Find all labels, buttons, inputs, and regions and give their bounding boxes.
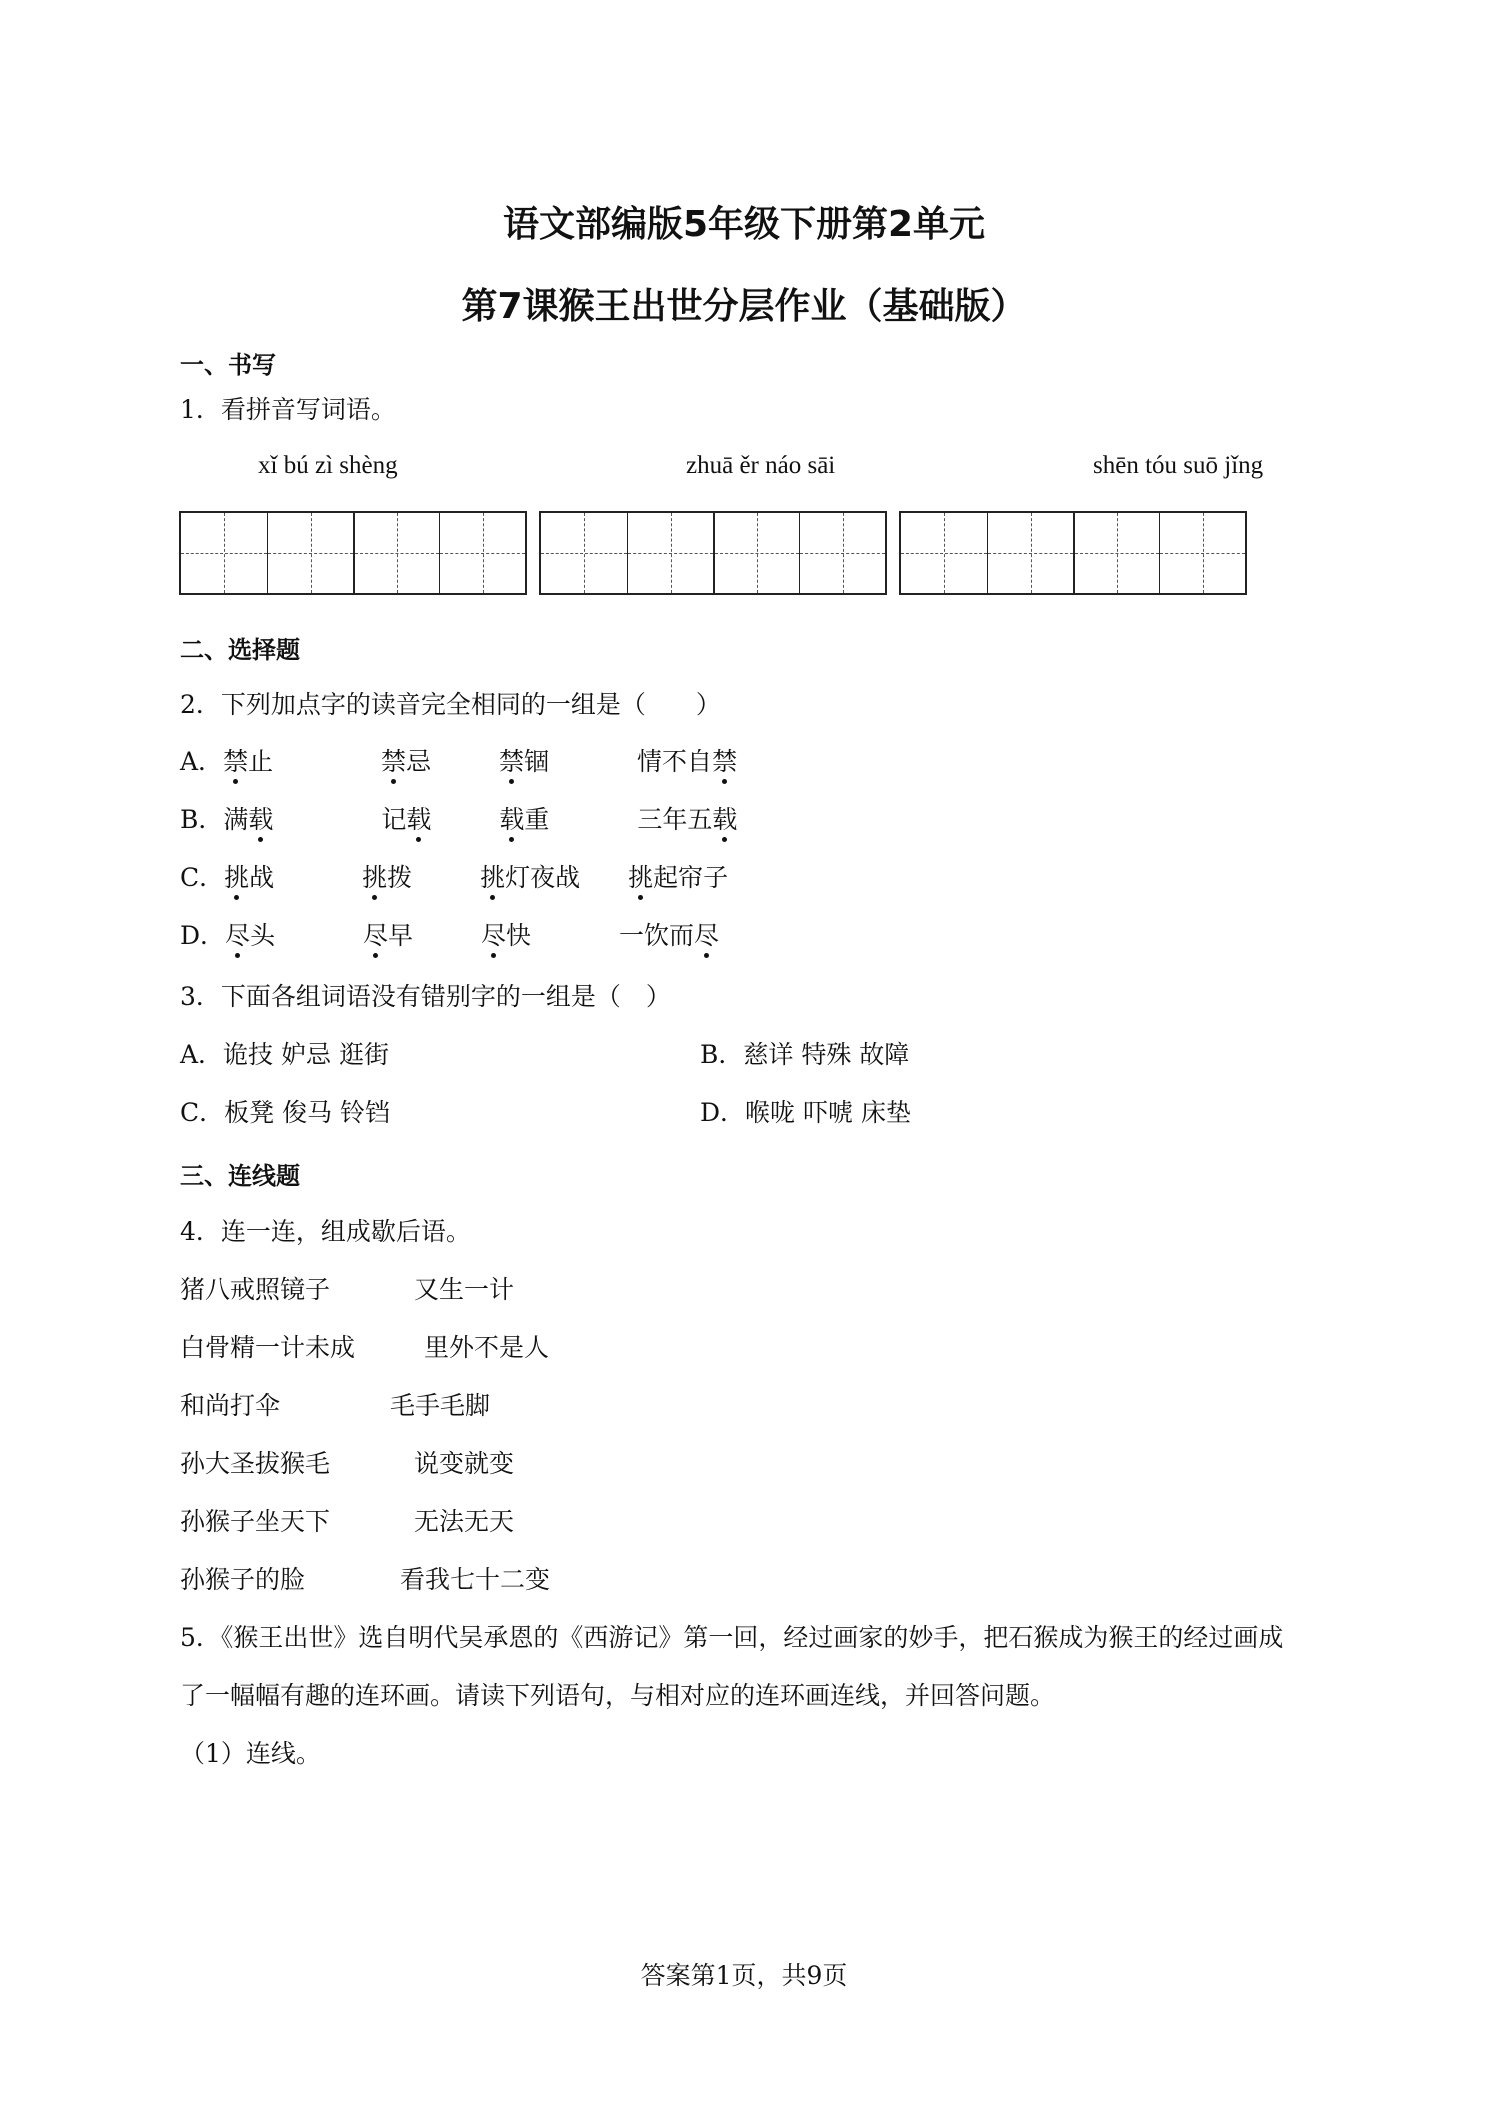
q4-left-item[interactable]: 孙猴子坐天下 <box>180 1507 331 1536</box>
pinyin-1: xǐ bú zì shèng <box>258 452 398 479</box>
pinyin-3: shēn tóu suō jǐng <box>1093 452 1264 479</box>
section-writing: 一、书写 <box>180 351 276 379</box>
q3-option-a[interactable]: A．诡技 妒忌 逛街 <box>180 1040 389 1069</box>
writing-grid-1[interactable] <box>179 511 527 595</box>
q4-left-item[interactable]: 猪八戒照镜子 <box>180 1275 331 1304</box>
q4-right-item[interactable]: 看我七十二变 <box>400 1565 551 1594</box>
q4-stem: 4．连一连，组成歇后语。 <box>180 1217 471 1246</box>
q2-option-b[interactable]: B．满载 记载 载重 三年五载 <box>180 800 737 836</box>
section-matching: 三、连线题 <box>180 1162 300 1190</box>
q5-stem-line1: 5．《猴王出世》选自明代吴承恩的《西游记》第一回，经过画家的妙手，把石猴成为猴王的经过画成 <box>180 1623 1284 1652</box>
section-choice: 二、选择题 <box>180 636 300 664</box>
q5-stem-line2: 了一幅幅有趣的连环画。请读下列语句，与相对应的连环画连线，并回答问题。 <box>180 1681 1056 1710</box>
q3-stem: 3．下面各组词语没有错别字的一组是（ ） <box>180 982 671 1011</box>
q4-left-item[interactable]: 白骨精一计未成 <box>180 1333 356 1362</box>
q3-option-c[interactable]: C．板凳 俊马 铃铛 <box>180 1098 391 1127</box>
q4-left-item[interactable]: 和尚打伞 <box>180 1391 281 1420</box>
pinyin-2: zhuā ěr náo sāi <box>686 452 836 479</box>
q2-option-d[interactable]: D．尽头 尽早 尽快 一饮而尽 <box>180 916 719 952</box>
q3-option-d[interactable]: D．喉咙 吓唬 床垫 <box>700 1098 911 1127</box>
q4-right-item[interactable]: 无法无天 <box>414 1507 515 1536</box>
document-title: 语文部编版5年级下册第2单元 <box>502 204 986 245</box>
q2-option-a[interactable]: A．禁止 禁忌 禁锢 情不自禁 <box>180 742 737 778</box>
q4-right-item[interactable]: 毛手毛脚 <box>390 1391 491 1420</box>
q4-left-item[interactable]: 孙大圣拔猴毛 <box>180 1449 331 1478</box>
q4-right-item[interactable]: 又生一计 <box>414 1275 515 1304</box>
q1-stem: 1．看拼音写词语。 <box>180 395 396 424</box>
q2-a-word-1: 禁止 <box>223 747 273 776</box>
q4-right-item[interactable]: 里外不是人 <box>424 1333 550 1362</box>
q2-option-c[interactable]: C．挑战 挑拨 挑灯夜战 挑起帘子 <box>180 858 728 894</box>
page-footer: 答案第1页，共9页 <box>640 1961 848 1990</box>
document-subtitle: 第7课猴王出世分层作业（基础版） <box>461 286 1027 327</box>
q5-sub1: （1）连线。 <box>180 1739 321 1768</box>
q4-left-item[interactable]: 孙猴子的脸 <box>180 1565 306 1594</box>
q2-stem: 2．下列加点字的读音完全相同的一组是（ ） <box>180 690 721 719</box>
q3-option-b[interactable]: B．慈详 特殊 故障 <box>700 1040 910 1069</box>
writing-grid-2[interactable] <box>539 511 887 595</box>
writing-grid-3[interactable] <box>899 511 1247 595</box>
q4-right-item[interactable]: 说变就变 <box>414 1449 515 1478</box>
